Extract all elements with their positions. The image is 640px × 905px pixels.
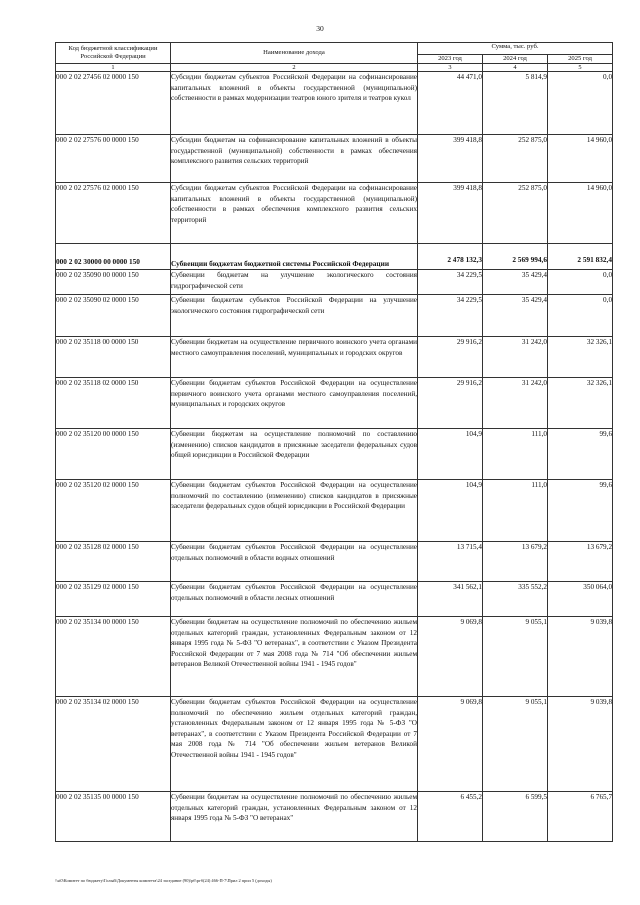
row-value-2024: 35 429,4: [483, 270, 548, 295]
row-value-2023: 6 455,2: [418, 792, 483, 842]
row-value-2023: 104,9: [418, 480, 483, 542]
table-row: [56, 542, 613, 582]
row-code: 000 2 02 27576 02 0000 150: [56, 183, 171, 244]
row-code: 000 2 02 35120 02 0000 150: [56, 480, 171, 542]
row-value-2025: 9 039,8: [548, 697, 613, 792]
row-code: 000 2 02 35135 00 0000 150: [56, 792, 171, 842]
column-header-sum: Сумма, тыс. руб.: [418, 43, 613, 55]
column-index: 1: [56, 64, 171, 72]
row-value-2025: 350 064,0: [548, 582, 613, 617]
row-value-2023: 104,9: [418, 429, 483, 480]
row-code: 000 2 02 35134 00 0000 150: [56, 617, 171, 697]
row-value-2023: 9 069,8: [418, 697, 483, 792]
row-code: 000 2 02 35118 00 0000 150: [56, 337, 171, 378]
row-code: 000 2 02 27456 02 0000 150: [56, 72, 171, 135]
row-name: Субвенции бюджетам на улучшение экологического состояния гидрографической сети: [171, 270, 418, 295]
row-value-2025: 14 960,0: [548, 183, 613, 244]
row-value-2023: 29 916,2: [418, 378, 483, 429]
row-name: Субсидии бюджетам субъектов Российской Федерации на софинансирование капитальных вложений в объекты государственной (муниципальной) собственности в рамках модернизации театров юного зрителя и театров кукол: [171, 72, 418, 135]
row-value-2024: 35 429,4: [483, 295, 548, 337]
table-row: [56, 295, 613, 337]
row-name: Субвенции бюджетам на осуществление полномочий по обеспечению жильем отдельных категорий граждан, установленных Федеральным законом от 12 января 1995 года № 5-ФЗ "О ветеранах", в соответствии с Указом Президента Российской Федерации от 7 мая 2008 года № 714 "Об обеспечении жильем ветеранов Великой Отечественной войны 1941 - 1945 годов": [171, 617, 418, 697]
table-row: [56, 337, 613, 378]
table-row: [56, 617, 613, 697]
row-value-2023: 2 478 132,3: [418, 244, 483, 270]
row-value-2025: 9 039,8: [548, 617, 613, 697]
row-value-2023: 399 418,8: [418, 183, 483, 244]
row-name: Субсидии бюджетам на софинансирование капитальных вложений в объекты государственной (муниципальной) собственности в рамках обеспечения комплексного развития сельских территорий: [171, 135, 418, 183]
row-value-2025: 2 591 832,4: [548, 244, 613, 270]
row-code: 000 2 02 35090 02 0000 150: [56, 295, 171, 337]
row-code: 000 2 02 35090 00 0000 150: [56, 270, 171, 295]
row-value-2025: 14 960,0: [548, 135, 613, 183]
file-path-footer: \\st0\Комитет по бюджету\Голый\Документы комитета\24 заседание (90)\рб\ргб(24) 466-П-7\Прил 2 прил 5 (доходы): [55, 878, 272, 883]
row-value-2024: 6 599,5: [483, 792, 548, 842]
row-value-2025: 99,6: [548, 480, 613, 542]
row-code: 000 2 02 35128 02 0000 150: [56, 542, 171, 582]
row-value-2024: 335 552,2: [483, 582, 548, 617]
row-value-2023: 13 715,4: [418, 542, 483, 582]
table-row: [56, 582, 613, 617]
row-code: 000 2 02 27576 00 0000 150: [56, 135, 171, 183]
row-value-2024: 2 569 994,6: [483, 244, 548, 270]
row-value-2024: 13 679,2: [483, 542, 548, 582]
row-value-2024: 31 242,0: [483, 378, 548, 429]
table-row: [56, 792, 613, 842]
column-index: 2: [171, 64, 418, 72]
row-value-2023: 399 418,8: [418, 135, 483, 183]
table-row: [56, 480, 613, 542]
row-value-2025: 32 326,1: [548, 337, 613, 378]
row-value-2023: 29 916,2: [418, 337, 483, 378]
row-value-2025: 99,6: [548, 429, 613, 480]
row-value-2024: 31 242,0: [483, 337, 548, 378]
row-value-2024: 111,0: [483, 480, 548, 542]
row-name: Субвенции бюджетам субъектов Российской Федерации на осуществление полномочий по составлению (изменению) списков кандидатов в присяжные заседатели федеральных судов общей юрисдикции в Российской Федерации: [171, 480, 418, 542]
row-code: 000 2 02 35134 02 0000 150: [56, 697, 171, 792]
table-row: [56, 429, 613, 480]
row-value-2023: 44 471,0: [418, 72, 483, 135]
row-name: Субсидии бюджетам субъектов Российской Федерации на софинансирование капитальных вложений в объекты государственной (муниципальной) собственности в рамках обеспечения комплексного развития сельских территорий: [171, 183, 418, 244]
column-index: 5: [548, 64, 613, 72]
row-value-2025: 13 679,2: [548, 542, 613, 582]
row-name: Субвенции бюджетам бюджетной системы Российской Федерации: [171, 244, 418, 270]
budget-revenue-table: [55, 42, 613, 842]
table-row: [56, 378, 613, 429]
column-header-name: Наименование дохода: [171, 43, 418, 64]
page-number: 30: [316, 24, 324, 33]
table-row: [56, 72, 613, 135]
row-name: Субвенции бюджетам субъектов Российской Федерации на осуществление отдельных полномочий в области водных отношений: [171, 542, 418, 582]
row-value-2024: 252 875,0: [483, 183, 548, 244]
row-value-2023: 34 229,5: [418, 270, 483, 295]
row-value-2025: 0,0: [548, 295, 613, 337]
table-row: [56, 183, 613, 244]
row-value-2023: 341 562,1: [418, 582, 483, 617]
column-header-year-2025: 2025 год: [548, 55, 613, 64]
table-row: [56, 270, 613, 295]
row-value-2025: 0,0: [548, 270, 613, 295]
table-row-total: [56, 244, 613, 270]
row-value-2023: 9 069,8: [418, 617, 483, 697]
row-value-2024: 252 875,0: [483, 135, 548, 183]
row-value-2023: 34 229,5: [418, 295, 483, 337]
row-name: Субвенции бюджетам на осуществление первичного воинского учета органами местного самоуправления поселений, муниципальных и городских округов: [171, 337, 418, 378]
row-value-2025: 32 326,1: [548, 378, 613, 429]
row-value-2024: 111,0: [483, 429, 548, 480]
row-code: 000 2 02 30000 00 0000 150: [56, 244, 171, 270]
row-code: 000 2 02 35129 02 0000 150: [56, 582, 171, 617]
row-name: Субвенции бюджетам субъектов Российской Федерации на осуществление первичного воинского учета органами местного самоуправления поселений, муниципальных и городских округов: [171, 378, 418, 429]
row-name: Субвенции бюджетам субъектов Российской Федерации на улучшение экологического состояния гидрографической сети: [171, 295, 418, 337]
column-header-year-2024: 2024 год: [483, 55, 548, 64]
row-code: 000 2 02 35120 00 0000 150: [56, 429, 171, 480]
column-index: 4: [483, 64, 548, 72]
row-value-2025: 6 765,7: [548, 792, 613, 842]
row-name: Субвенции бюджетам на осуществление полномочий по составлению (изменению) списков кандидатов в присяжные заседатели федеральных судов общей юрисдикции в Российской Федерации: [171, 429, 418, 480]
row-value-2025: 0,0: [548, 72, 613, 135]
table-row: [56, 697, 613, 792]
row-value-2024: 9 055,1: [483, 697, 548, 792]
row-value-2024: 5 814,9: [483, 72, 548, 135]
row-name: Субвенции бюджетам на осуществление полномочий по обеспечению жильем отдельных категорий граждан, установленных Федеральным законом от 12 января 1995 года № 5-ФЗ "О ветеранах": [171, 792, 418, 842]
row-name: Субвенции бюджетам субъектов Российской Федерации на осуществление отдельных полномочий в области лесных отношений: [171, 582, 418, 617]
column-index: 3: [418, 64, 483, 72]
table-row: [56, 135, 613, 183]
column-header-year-2023: 2023 год: [418, 55, 483, 64]
column-header-code: Код бюджетной классификации Российской Федерации: [56, 43, 171, 64]
row-code: 000 2 02 35118 02 0000 150: [56, 378, 171, 429]
row-value-2024: 9 055,1: [483, 617, 548, 697]
row-name: Субвенции бюджетам субъектов Российской Федерации на осуществление полномочий по обеспечению жильем отдельных категорий граждан, установленных Федеральным законом от 12 января 1995 года № 5-ФЗ "О ветеранах", в соответствии с Указом Президента Российской Федерации от 7 мая 2008 года № 714 "Об обеспечении жильем ветеранов Великой Отечественной войны 1941 - 1945 годов": [171, 697, 418, 792]
